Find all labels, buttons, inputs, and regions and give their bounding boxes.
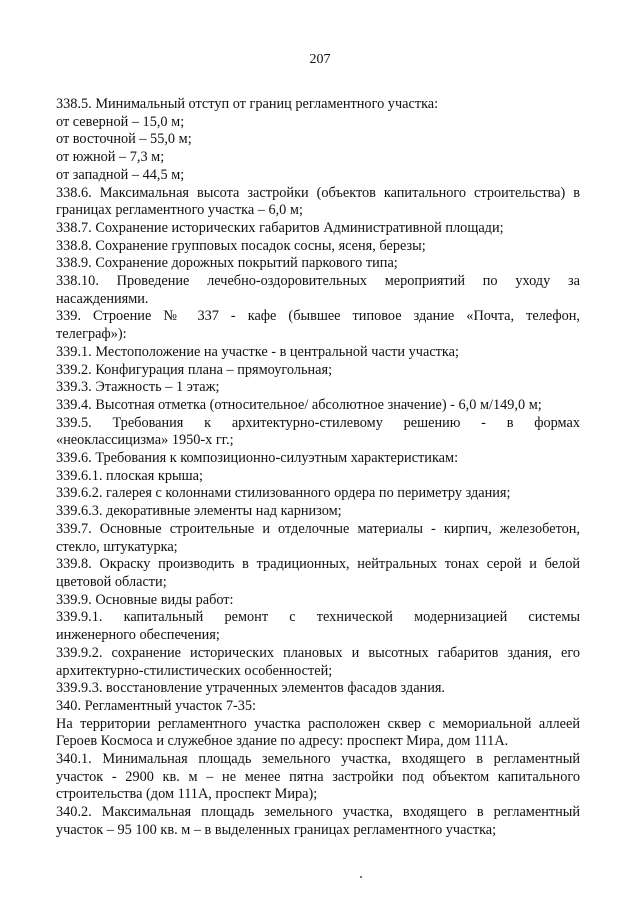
text-line: 338.10. Проведение лечебно-оздоровительных мероприятий по уходу за [56,273,580,290]
text-line: 339.9.1. капитальный ремонт с технической модернизацией системы [56,609,580,626]
text-line: 339.3. Этажность – 1 этаж; [56,379,220,396]
text-line: 340.1. Минимальная площадь земельного участка, входящего в регламентный [56,751,580,768]
text-line: от западной – 44,5 м; [56,166,185,183]
text-line: 339.5. Требования к архитектурно-стилевому решению - в формах [56,414,580,431]
text-line: 339.4. Высотная отметка (относительное/ абсолютное значение) - 6,0 м/149,0 м; [56,396,542,413]
text-line: 339.9.2. сохранение исторических плановых и высотных габаритов здания, его [56,644,580,661]
text-line: от восточной – 55,0 м; [56,131,192,148]
text-line: цветовой области; [56,573,167,590]
text-line: 339.6.3. декоративные элементы над карнизом; [56,503,342,520]
text-line: 339.9.3. восстановление утраченных элементов фасадов здания. [56,680,445,697]
text-line: 339.2. Конфигурация плана – прямоугольная; [56,361,333,378]
text-line: участок - 2900 кв. м – не менее пятна застройки под объектом капитального [56,768,580,785]
text-line: насаждениями. [56,290,149,307]
text-line: «неоклассицизма» 1950-х гг.; [56,432,234,449]
text-line: строительства (дом 111А, проспект Мира); [56,786,318,803]
text-line: архитектурно-стилистических особенностей; [56,662,333,679]
text-line: границах регламентного участка – 6,0 м; [56,202,303,219]
text-line: 339.1. Местоположение на участке - в центральной части участка; [56,343,459,360]
scan-speck [360,876,362,878]
text-line: стекло, штукатурка; [56,538,178,555]
text-line: от северной – 15,0 м; [56,113,185,130]
text-line: телеграф»): [56,326,127,343]
page-number: 207 [309,52,331,67]
text-line: инженерного обеспечения; [56,627,220,644]
text-line: На территории регламентного участка расположен сквер с мемориальной аллеей [56,715,580,732]
text-line: 339.9. Основные виды работ: [56,591,234,608]
text-line: 339.7. Основные строительные и отделочные материалы - кирпич, железобетон, [56,520,580,537]
text-line: 339.6. Требования к композиционно-силуэтным характеристикам: [56,450,459,467]
text-line: 338.9. Сохранение дорожных покрытий паркового типа; [56,255,398,272]
text-line: 339.8. Окраску производить в традиционных, нейтральных тонах серой и белой [56,556,580,573]
text-line: 338.8. Сохранение групповых посадок сосны, ясеня, березы; [56,237,426,254]
text-line: 338.6. Максимальная высота застройки (объектов капитального строительства) в [56,184,580,201]
text-line: 338.7. Сохранение исторических габаритов Административной площади; [56,219,504,236]
text-line: 338.5. Минимальный отступ от границ регламентного участка: [56,96,439,112]
text-line: Героев Космоса и служебное здание по адресу: проспект Мира, дом 111А. [56,733,509,750]
text-line: 339.6.2. галерея с колоннами стилизованного ордера по периметру здания; [56,485,511,502]
text-line: 339.6.1. плоская крыша; [56,467,203,484]
text-line: участок – 95 100 кв. м – в выделенных границах регламентного участка; [56,821,497,838]
text-line: 340. Регламентный участок 7-35: [56,697,257,714]
text-line: 340.2. Максимальная площадь земельного участка, входящего в регламентный [56,804,580,821]
text-line: от южной – 7,3 м; [56,149,165,166]
document-body [56,96,580,840]
text-line: 339. Строение № 337 - кафе (бывшее типовое здание «Почта, телефон, [56,308,580,325]
